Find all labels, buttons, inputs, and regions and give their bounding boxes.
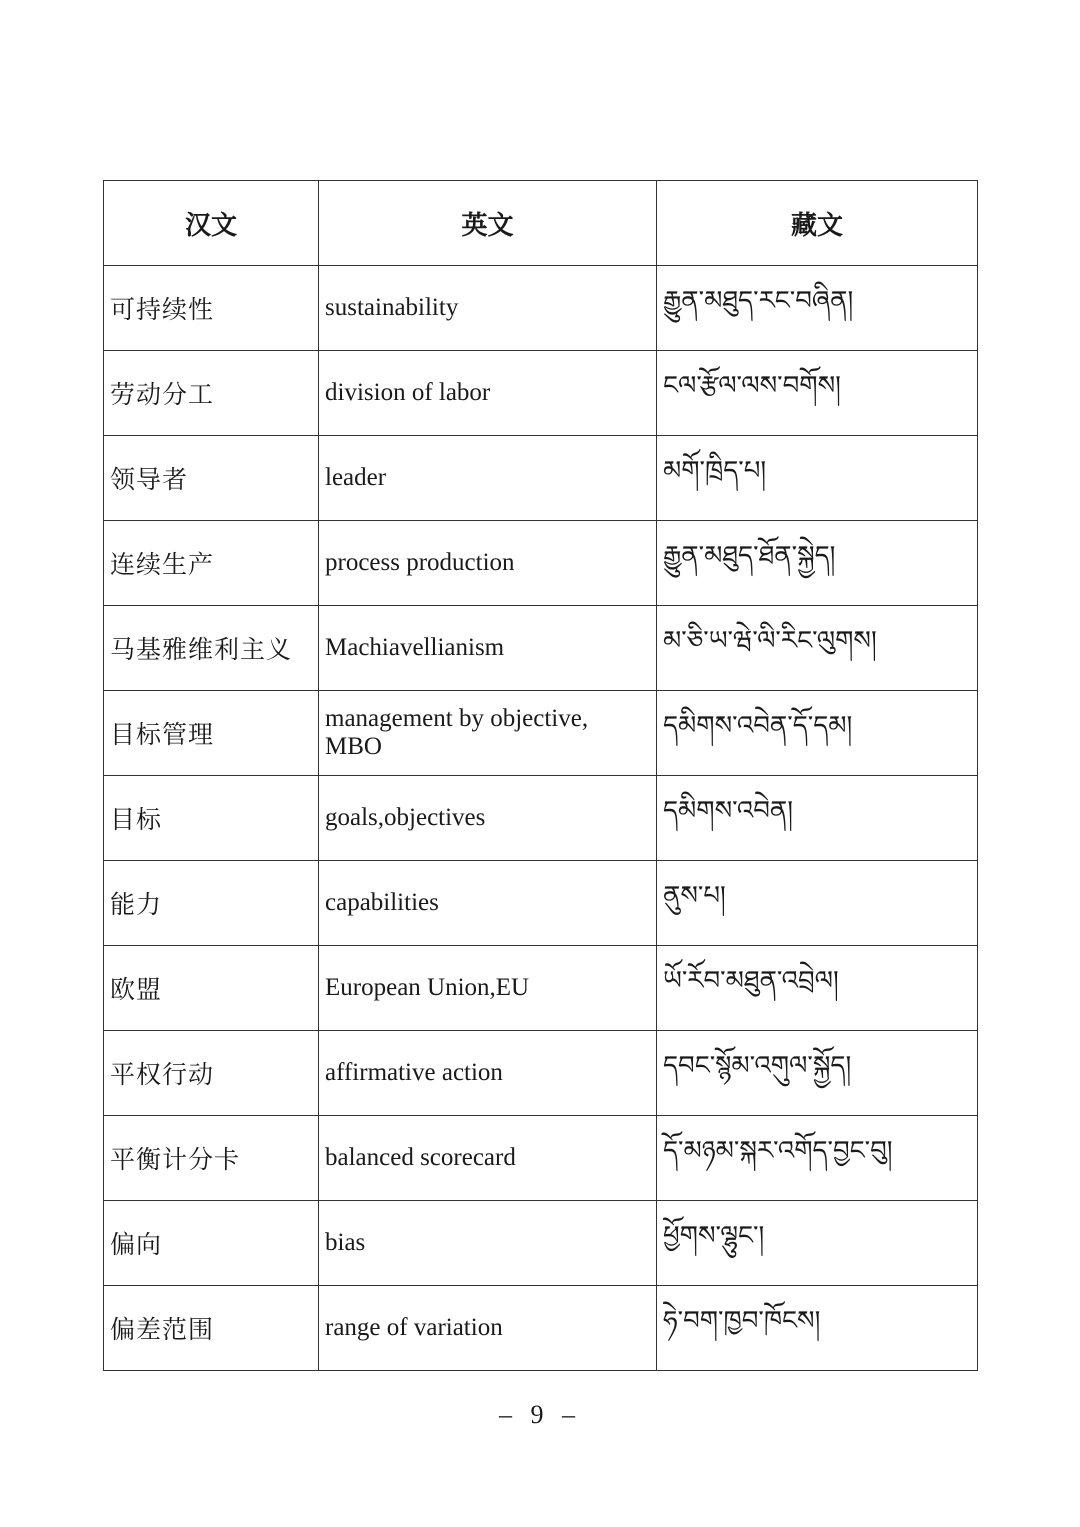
chinese-term: 领导者 bbox=[104, 436, 319, 521]
english-term: capabilities bbox=[319, 861, 657, 946]
table-row bbox=[104, 266, 978, 351]
chinese-term: 欧盟 bbox=[104, 946, 319, 1031]
english-term: bias bbox=[319, 1201, 657, 1286]
tibetan-term: དམིགས་འབེན་དོ་དམ། bbox=[657, 691, 978, 776]
tibetan-term: དོ་མཉམ་སྐར་འགོད་བྱང་བུ། bbox=[657, 1116, 978, 1201]
chinese-term: 马基雅维利主义 bbox=[104, 606, 319, 691]
table-row bbox=[104, 691, 978, 776]
page-number: – 9 – bbox=[499, 1400, 581, 1429]
table-row bbox=[104, 861, 978, 946]
chinese-term: 劳动分工 bbox=[104, 351, 319, 436]
english-term: affirmative action bbox=[319, 1031, 657, 1116]
english-term: division of labor bbox=[319, 351, 657, 436]
tibetan-term: ནུས་པ། bbox=[657, 861, 978, 946]
chinese-term: 目标管理 bbox=[104, 691, 319, 776]
table-row bbox=[104, 1286, 978, 1371]
tibetan-term: ངལ་རྩོལ་ལས་བགོས། bbox=[657, 351, 978, 436]
chinese-term: 平衡计分卡 bbox=[104, 1116, 319, 1201]
english-term: management by objective, MBO bbox=[319, 691, 657, 776]
english-term: range of variation bbox=[319, 1286, 657, 1371]
header-english: 英文 bbox=[319, 181, 657, 266]
table-row bbox=[104, 1116, 978, 1201]
chinese-term: 可持续性 bbox=[104, 266, 319, 351]
chinese-term: 平权行动 bbox=[104, 1031, 319, 1116]
tibetan-term: ཕྱོགས་ལྷུང་། bbox=[657, 1201, 978, 1286]
table-row bbox=[104, 776, 978, 861]
tibetan-term: མ་ཅི་ཡ་ཝེ་ལི་རིང་ལུགས། bbox=[657, 606, 978, 691]
chinese-term: 目标 bbox=[104, 776, 319, 861]
table-row bbox=[104, 436, 978, 521]
english-term: European Union,EU bbox=[319, 946, 657, 1031]
english-term: process production bbox=[319, 521, 657, 606]
tibetan-term: རྒྱུན་མཐུད་ཐོན་སྐྱེད། bbox=[657, 521, 978, 606]
chinese-term: 偏差范围 bbox=[104, 1286, 319, 1371]
header-tibetan: 藏文 bbox=[657, 181, 978, 266]
tibetan-term: ཡོ་རོབ་མཐུན་འབྲེལ། bbox=[657, 946, 978, 1031]
tibetan-term: ཧེ་བག་ཁྱབ་ཁོངས། bbox=[657, 1286, 978, 1371]
header-chinese: 汉文 bbox=[104, 181, 319, 266]
english-term: sustainability bbox=[319, 266, 657, 351]
table-body bbox=[104, 266, 978, 1371]
table-row bbox=[104, 521, 978, 606]
table-row bbox=[104, 351, 978, 436]
table-row bbox=[104, 1201, 978, 1286]
english-term: goals,objectives bbox=[319, 776, 657, 861]
english-term: balanced scorecard bbox=[319, 1116, 657, 1201]
chinese-term: 偏向 bbox=[104, 1201, 319, 1286]
english-term: Machiavellianism bbox=[319, 606, 657, 691]
table-row bbox=[104, 606, 978, 691]
tibetan-term: རྒྱུན་མཐུད་རང་བཞིན། bbox=[657, 266, 978, 351]
chinese-term: 连续生产 bbox=[104, 521, 319, 606]
tibetan-term: དམིགས་འབེན། bbox=[657, 776, 978, 861]
tibetan-term: མགོ་ཁྲིད་པ། bbox=[657, 436, 978, 521]
table-row bbox=[104, 1031, 978, 1116]
chinese-term: 能力 bbox=[104, 861, 319, 946]
tibetan-term: དབང་སྙོམ་འགུལ་སྐྱོད། bbox=[657, 1031, 978, 1116]
header-row bbox=[104, 181, 978, 266]
glossary-table bbox=[103, 180, 978, 1371]
table-header bbox=[104, 181, 978, 266]
english-term: leader bbox=[319, 436, 657, 521]
table-row bbox=[104, 946, 978, 1031]
